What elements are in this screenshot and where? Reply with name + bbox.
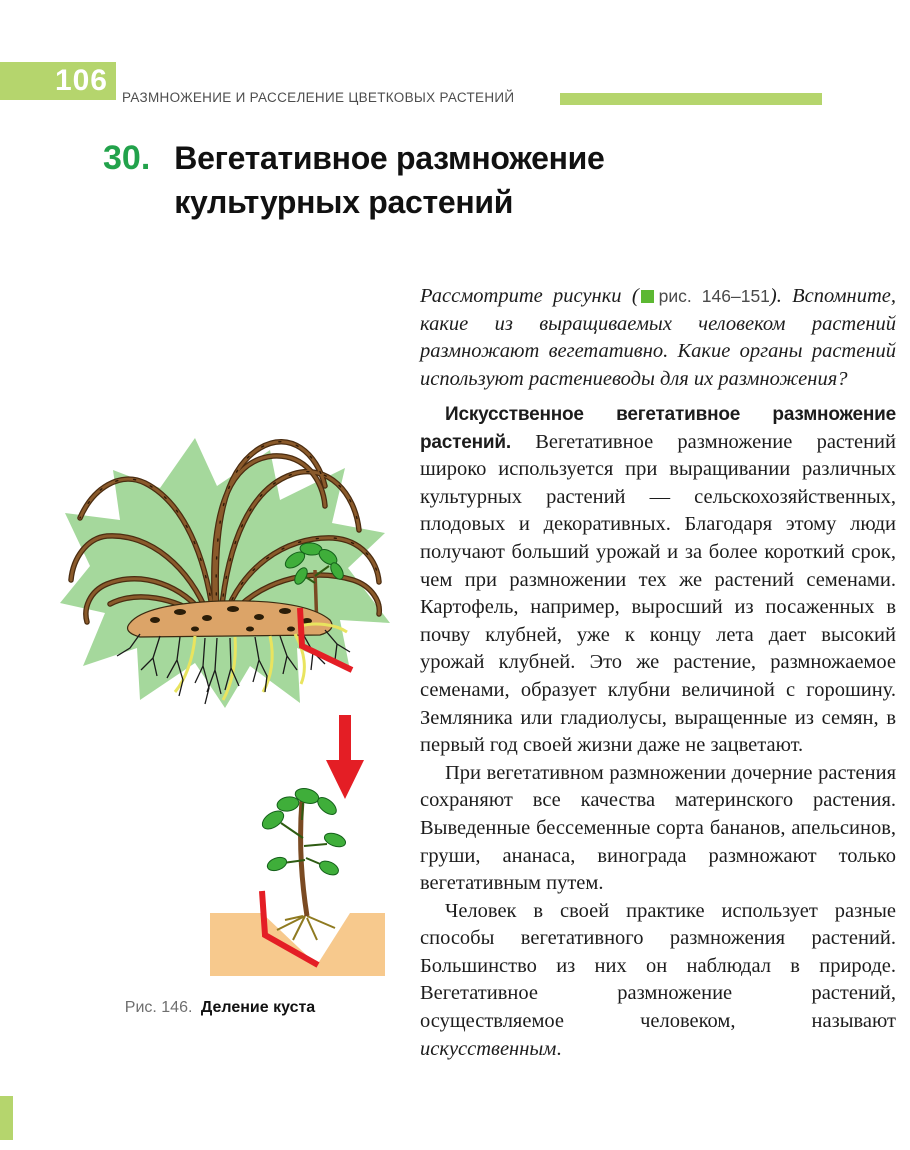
intro-part1: Рассмотрите рисунки ( xyxy=(420,285,639,307)
figure-ref-square-icon xyxy=(641,290,654,303)
paragraph-1-lead: Искусственное вегетативное размножение растений. xyxy=(420,404,896,453)
section-title-line1: Вегетативное размножение xyxy=(174,140,605,176)
planting-soil-block xyxy=(210,913,385,976)
figure-caption-text: Деление куста xyxy=(200,999,316,1016)
header-green-rule xyxy=(560,93,822,105)
chapter-header: РАЗМНОЖЕНИЕ И РАССЕЛЕНИЕ ЦВЕТКОВЫХ РАСТЕНИЙ xyxy=(122,90,515,105)
intro-question-paragraph xyxy=(420,283,896,393)
figure-bush-division xyxy=(45,408,415,990)
text-column xyxy=(420,283,896,1063)
paragraph-3-italic-term: искусственным xyxy=(420,1037,557,1060)
bush-division-illustration xyxy=(45,408,415,990)
section-title xyxy=(174,136,604,224)
paragraph-2: При вегетативном размножении дочерние растения сохраняют все качества материнского растения. Выведенные бессеменные сорта бананов, апельсинов, груши, ананаса, винограда размножают только вегетативным путем. xyxy=(420,761,896,895)
paragraph-1-text: Вегетативное размножение растений широко используется при выращивании различных культурных растений — сельскохозяйственных, плодовых и декоративных. Благодаря этому люди получают больший урожай и за более короткий срок, чем при размножении тех же растений семенами. Картофель, например, выросший из посаженных в почву клубней, уже к концу лета дает высокий урожай клубней. Это же растение, размножаемое семенами, образует клубни величиной с горошину. Земляника или гладиолусы, выращенные из семян, в первый год своей жизни даже не зацветают. xyxy=(420,430,896,757)
intro-part2: ). Вспомните, какие из выращиваемых человеком растений размножают вегетативно. Какие органы растений используют растениеводы для их размножения? xyxy=(420,285,896,390)
section-title-line2: культурных растений xyxy=(174,184,514,220)
section-head xyxy=(103,136,605,224)
paragraph-3-part1: Человек в своей практике использует разные способы вегетативного размножения растений. Большинство из них он наблюдал в природе. Вегетативное размножение растений, осуществляемое человеком, называют xyxy=(420,899,896,1033)
paragraph-1 xyxy=(420,401,896,760)
page-number: 106 xyxy=(54,64,108,97)
body-text xyxy=(420,401,896,1063)
figure-caption-label: Рис. 146. xyxy=(124,999,193,1016)
section-number: 30. xyxy=(103,139,151,177)
red-arrow-icon xyxy=(326,715,364,799)
figure-ref-text: рис. 146–151 xyxy=(658,286,770,306)
paragraph-3-part2: . xyxy=(556,1037,562,1060)
paragraph-3 xyxy=(420,898,896,1064)
figure-caption xyxy=(55,999,385,1017)
page-edge-mark xyxy=(0,1096,13,1140)
page-number-tab xyxy=(0,62,116,100)
